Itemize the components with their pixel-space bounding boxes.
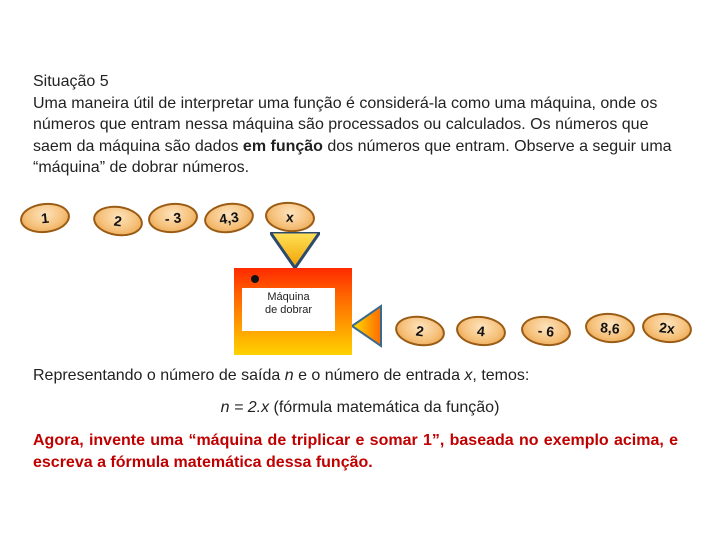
output-oval-1 bbox=[393, 313, 447, 350]
input-funnel bbox=[270, 232, 320, 270]
formula-line bbox=[0, 399, 720, 417]
output-value-1: 2 bbox=[415, 322, 425, 340]
formula-expression: n = 2.x bbox=[220, 399, 270, 416]
machine-bolt bbox=[251, 275, 259, 283]
intro-block bbox=[33, 71, 688, 179]
repr-x: x bbox=[464, 367, 473, 384]
input-oval-5 bbox=[264, 200, 316, 234]
machine-label bbox=[242, 288, 335, 331]
output-oval-4 bbox=[584, 311, 636, 345]
repr-suffix: , temos: bbox=[472, 367, 530, 384]
intro-bold: em função bbox=[242, 137, 323, 155]
output-oval-2 bbox=[455, 313, 508, 348]
representation-line bbox=[33, 367, 529, 385]
task-instruction: Agora, invente uma “máquina de triplicar e somar 1”, baseada no exemplo acima, e escreva a fórmula matemática dessa função. bbox=[33, 432, 678, 471]
input-oval-1 bbox=[19, 200, 72, 235]
input-value-2: 2 bbox=[113, 212, 123, 230]
input-oval-3 bbox=[147, 201, 199, 235]
output-spout bbox=[352, 304, 382, 348]
intro-text-2: dos números que entram. Observe a seguir uma “máquina” de dobrar números. bbox=[33, 137, 672, 176]
output-value-3: - 6 bbox=[537, 322, 555, 340]
input-value-5: x bbox=[285, 208, 295, 226]
machine-label-line2: de dobrar bbox=[264, 304, 313, 316]
repr-middle: e o número de entrada bbox=[293, 367, 465, 384]
machine-label-line1: Máquina bbox=[267, 291, 310, 303]
output-oval-3 bbox=[520, 313, 573, 348]
intro-text-1: Uma maneira útil de interpretar uma função é considerá-la como uma máquina, onde os números que entram nessa máquina são processados ou calculados. Os números que saem da máquina são dados bbox=[33, 94, 658, 155]
formula-note: (fórmula matemática da função) bbox=[269, 399, 500, 416]
output-value-4: 8,6 bbox=[599, 319, 621, 337]
repr-prefix: Representando o número de saída bbox=[33, 367, 285, 384]
situation-title: Situação 5 bbox=[33, 73, 109, 90]
output-value-2: 4 bbox=[476, 322, 486, 340]
intro-paragraph bbox=[33, 93, 688, 179]
output-value-5: 2x bbox=[658, 319, 676, 337]
input-value-4: 4,3 bbox=[218, 208, 240, 228]
input-value-3: - 3 bbox=[164, 209, 182, 227]
input-oval-2 bbox=[91, 203, 145, 240]
repr-n: n bbox=[284, 367, 294, 384]
input-oval-4 bbox=[202, 200, 256, 237]
input-value-1: 1 bbox=[40, 209, 50, 227]
output-oval-5 bbox=[641, 310, 694, 345]
